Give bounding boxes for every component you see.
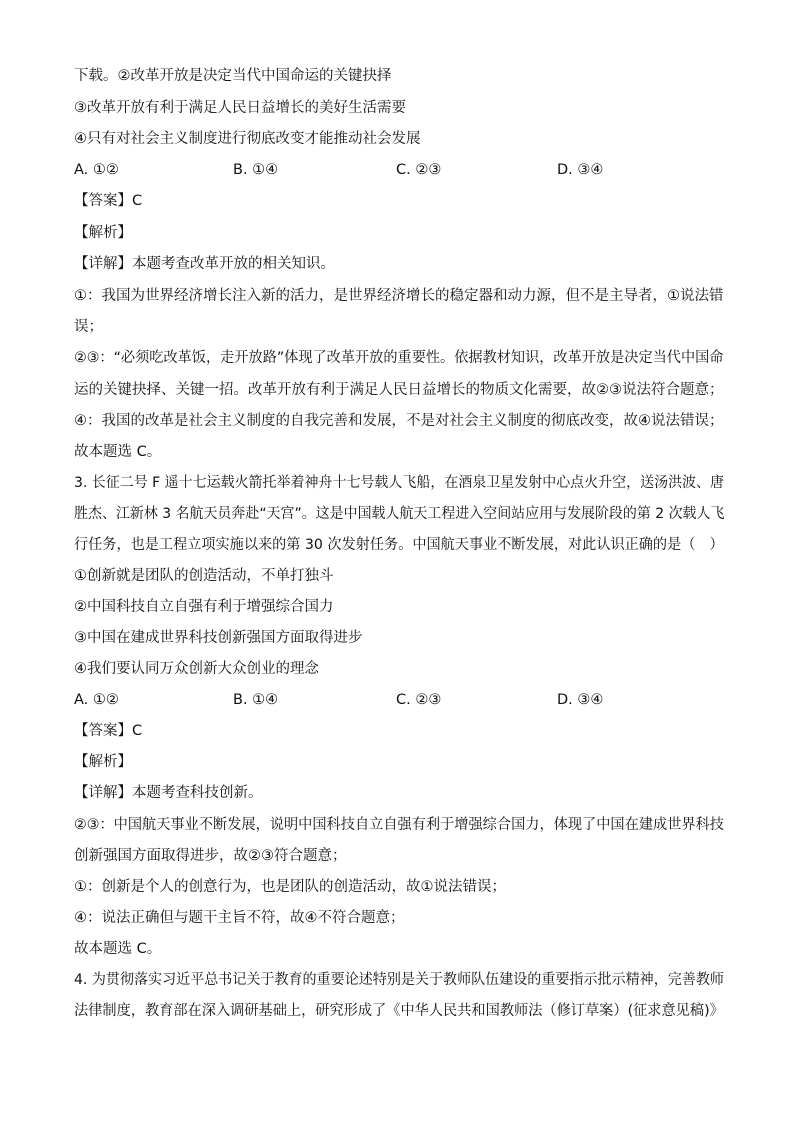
- q3-statement-3: ③中国在建成世界科技创新强国方面取得进步: [74, 630, 363, 646]
- q2-explanation-2a: ②③：“必须吃改革饭，走开放路”体现了改革开放的重要性。依据教材知识，改革开放是决定当代中国命: [74, 350, 724, 366]
- q3-stem-3: 行任务，也是工程立项实施以来的第 30 次发射任务。中国航天事业不断发展，对此认识正确的是（ ）: [74, 537, 724, 553]
- q2-detail: 【详解】本题考查改革开放的相关知识。: [74, 256, 335, 272]
- q3-choice-b: B. ①④: [233, 692, 279, 708]
- q2-option-line-2: 下载。②改革开放是决定当代中国命运的关键抉择: [74, 68, 392, 84]
- q3-choice-c: C. ②③: [396, 692, 442, 708]
- q3-explanation-2: ①：创新是个人的创意行为，也是团队的创造活动，故①说法错误；: [74, 879, 506, 895]
- q3-detail: 【详解】本题考查科技创新。: [74, 785, 263, 801]
- q3-answer: 【答案】C: [74, 723, 143, 739]
- q2-option-line-3: ③改革开放有利于满足人民日益增长的美好生活需要: [74, 100, 406, 116]
- q4-stem-2: 法律制度，教育部在深入调研基础上，研究形成了《中华人民共和国教师法（修订草案）(征求意见稿)》: [74, 1003, 724, 1019]
- q3-explanation-3: ④：说法正确但与题干主旨不符，故④不符合题意；: [74, 910, 405, 926]
- q2-explanation-1b: 误；: [74, 319, 103, 335]
- q3-explanation-1a: ②③：中国航天事业不断发展，说明中国科技自立自强有利于增强综合国力，体现了中国在建成世界科技: [74, 817, 724, 833]
- q2-choice-a: A. ①②: [74, 162, 119, 178]
- q3-stem-2: 胜杰、江新林 3 名航天员奔赴“天宫”。这是中国载人航天工程进入空间站应用与发展阶段的第 2 次载人飞: [74, 506, 725, 522]
- q2-explanation-1a: ①：我国为世界经济增长注入新的活力，是世界经济增长的稳定器和动力源，但不是主导者，①说法错: [74, 288, 724, 304]
- q4-stem-1: 4. 为贯彻落实习近平总书记关于教育的重要论述特别是关于教师队伍建设的重要指示批示精神，完善教师: [74, 972, 724, 988]
- q2-explanation-2b: 运的关键抉择、关键一招。改革开放有利于满足人民日益增长的物质文化需要，故②③说法符合题意；: [74, 382, 724, 398]
- q3-choice-a: A. ①②: [74, 692, 119, 708]
- q2-choice-d: D. ③④: [557, 162, 604, 178]
- q2-choice-b: B. ①④: [233, 162, 279, 178]
- q3-analysis-heading: 【解析】: [74, 754, 132, 770]
- q2-conclusion: 故本题选 C。: [74, 444, 162, 460]
- q2-analysis-heading: 【解析】: [74, 225, 132, 241]
- q2-answer: 【答案】C: [74, 193, 143, 209]
- q3-statement-2: ②中国科技自立自强有利于增强综合国力: [74, 599, 334, 615]
- q3-conclusion: 故本题选 C。: [74, 941, 162, 957]
- q3-statement-4: ④我们要认同万众创新大众创业的理念: [74, 661, 319, 677]
- q3-choice-d: D. ③④: [557, 692, 604, 708]
- q2-choice-c: C. ②③: [396, 162, 442, 178]
- q3-statement-1: ①创新就是团队的创造活动，不单打独斗: [74, 568, 334, 584]
- q2-explanation-3: ④：我国的改革是社会主义制度的自我完善和发展，不是对社会主义制度的彻底改变，故④说法错误；: [74, 413, 724, 429]
- q3-stem-1: 3. 长征二号 F 遥十七运载火箭托举着神舟十七号载人飞船，在酒泉卫星发射中心点火升空，送汤洪波、唐: [74, 475, 725, 491]
- q3-explanation-1b: 创新强国方面取得进步，故②③符合题意；: [74, 848, 347, 864]
- q2-option-line-4: ④只有对社会主义制度进行彻底改变才能推动社会发展: [74, 131, 421, 147]
